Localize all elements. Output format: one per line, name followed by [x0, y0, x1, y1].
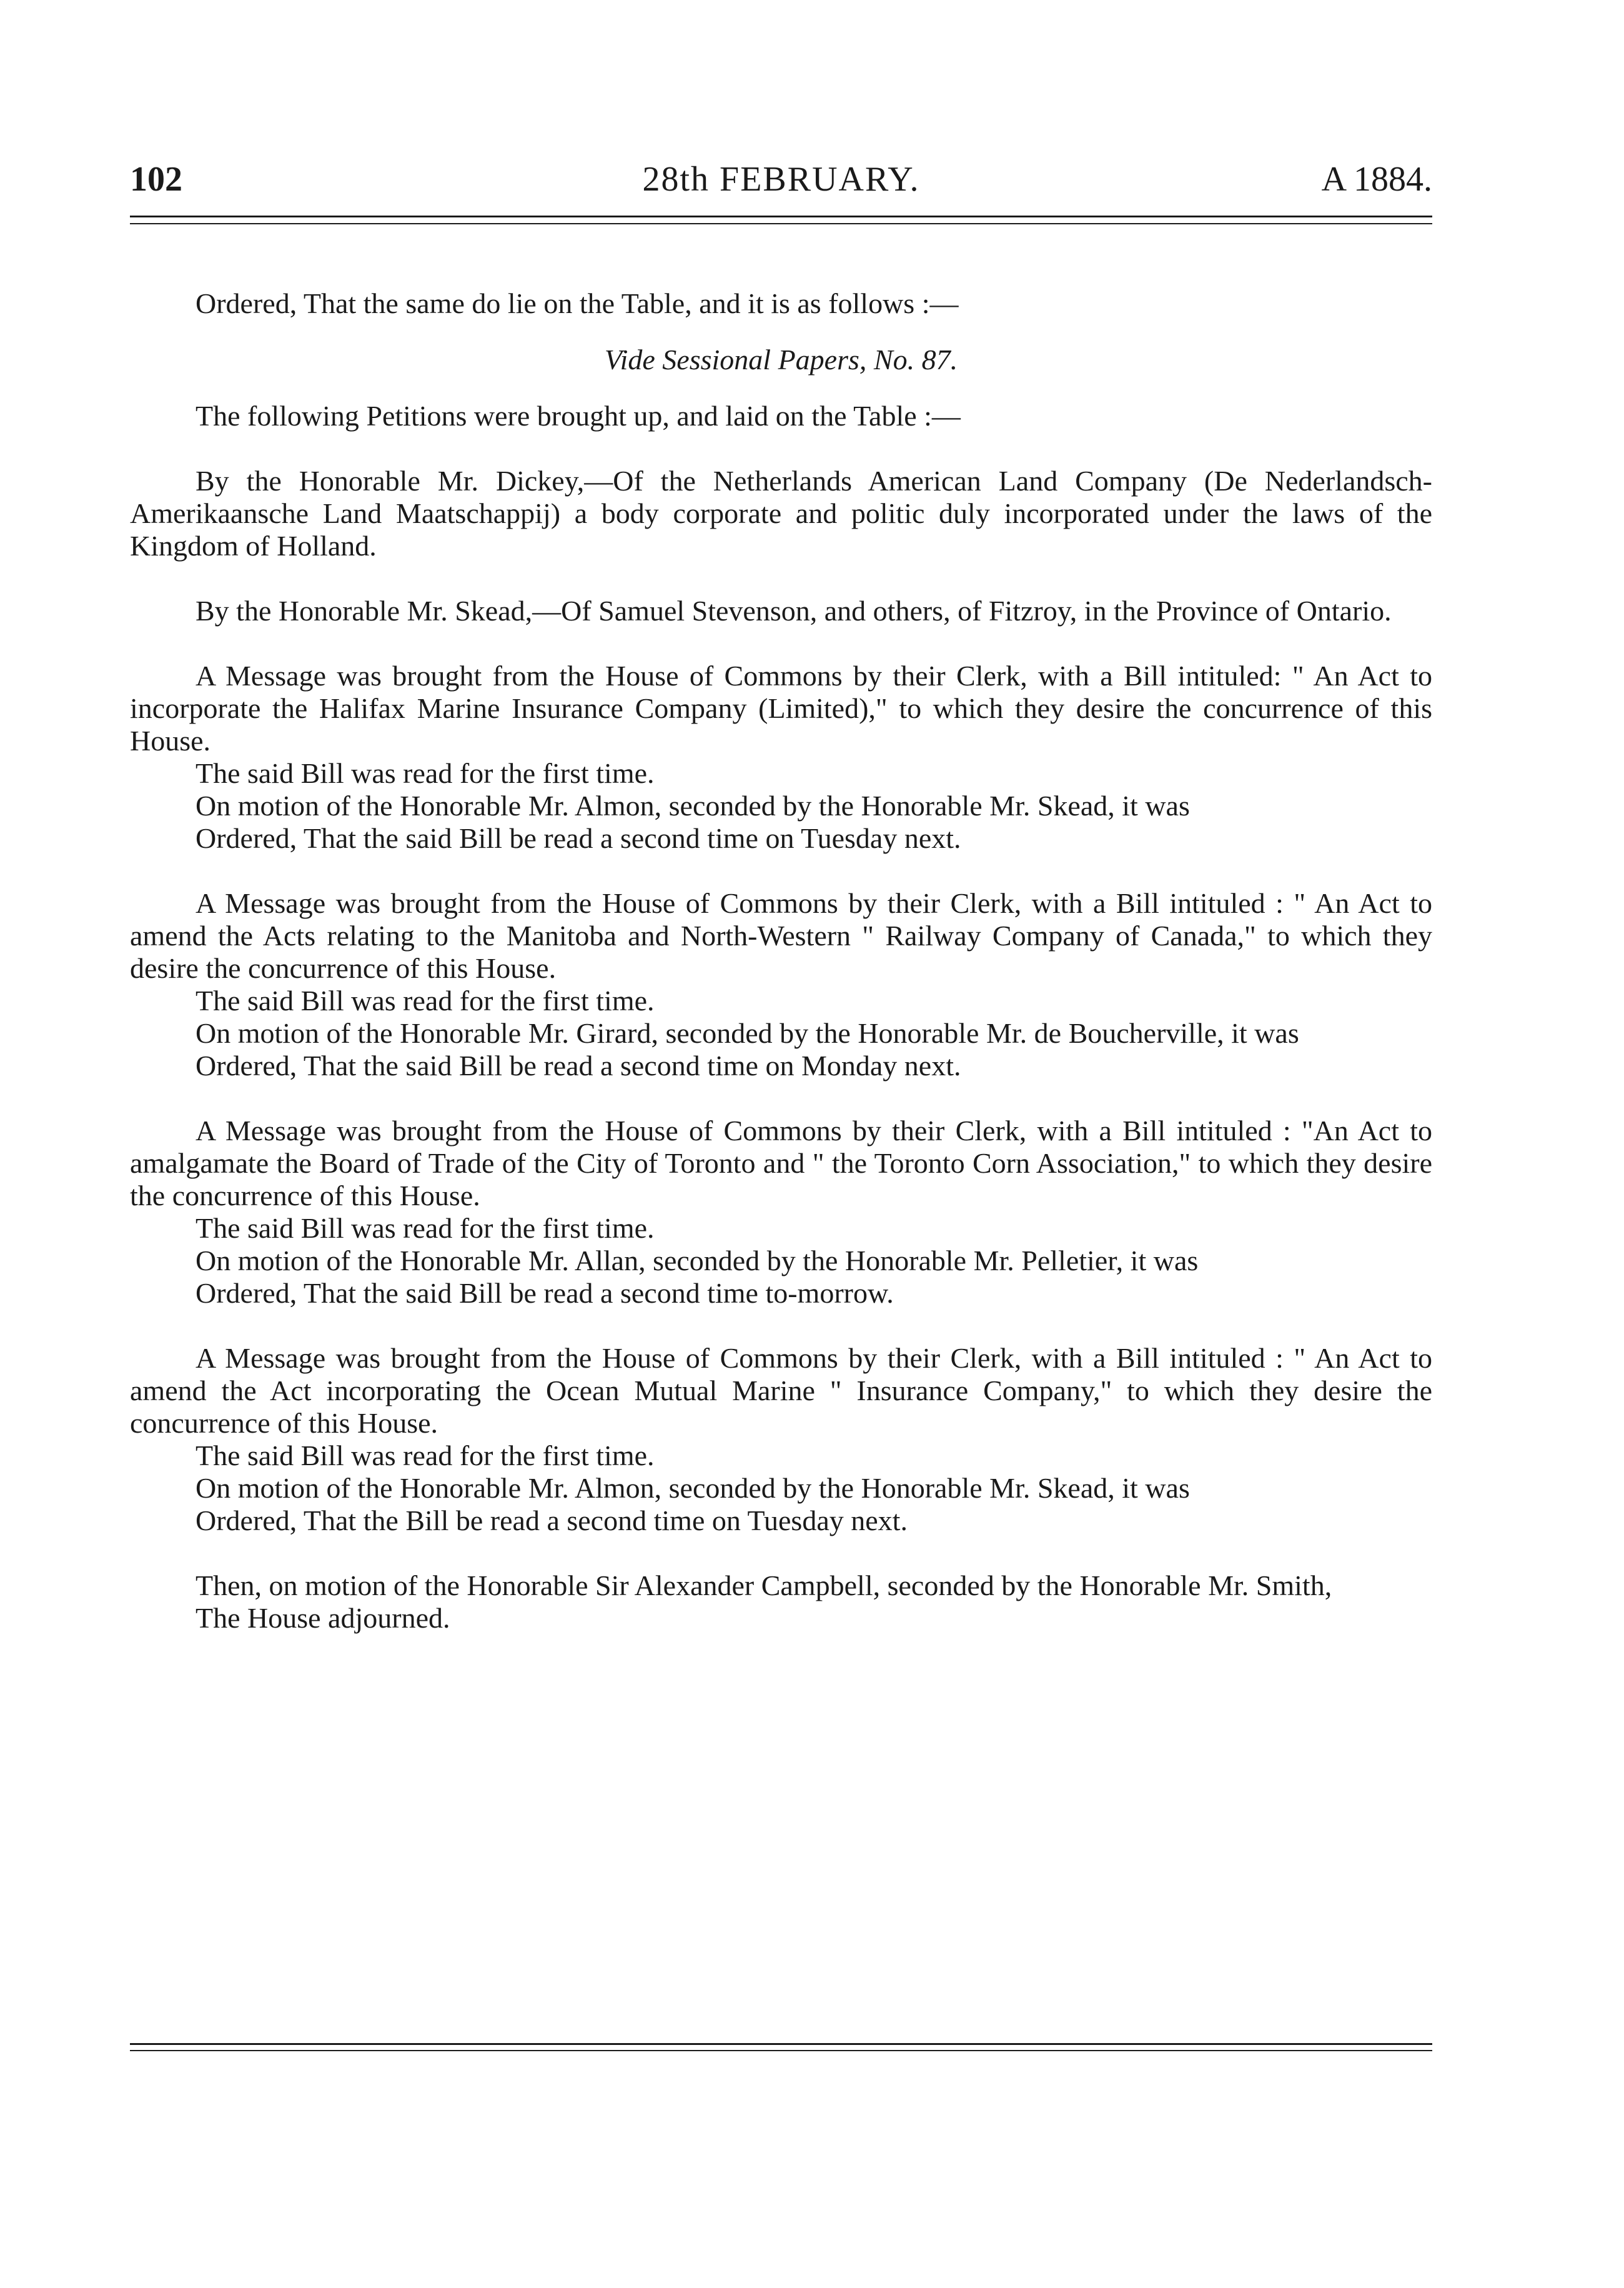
paragraph-first-reading: The said Bill was read for the first time.: [196, 985, 655, 1017]
paragraph-message-manitoba: A Message was brought from the House of Commons by their Clerk, with a Bill intituled : " An Act to amend the Acts relating to the Manitoba and North-Western " Railway Company of Canada," to which they desire the concurrence of this House.: [130, 887, 1432, 984]
paragraph-message-ocean-mutual: A Message was brought from the House of Commons by their Clerk, with a Bill intituled : " An Act to amend the Act incorporating the Ocean Mutual Marine " Insurance Company," to which they desire the concurrence of this House.: [130, 1342, 1432, 1439]
paragraph-vide-sessional-papers: Vide Sessional Papers, No. 87.: [604, 344, 958, 376]
paragraph-petition-dickey: By the Honorable Mr. Dickey,—Of the Netherlands American Land Company (De Nederlandsch-Amerikaansche Land Maatschappij) a body corporate and politic duly incorporated under the laws of the Kingdom of Holland.: [130, 465, 1432, 562]
paragraph-first-reading: The said Bill was read for the first time.: [196, 757, 655, 789]
volume-year: A 1884.: [1321, 160, 1432, 199]
paragraph-ordered: Ordered, That the said Bill be read a second time on Tuesday next.: [196, 822, 961, 854]
paragraph-ordered: Ordered, That the Bill be read a second time on Tuesday next.: [196, 1505, 908, 1536]
paragraph-motion: On motion of the Honorable Mr. Almon, seconded by the Honorable Mr. Skead, it was: [196, 1472, 1190, 1504]
paragraph-first-reading: The said Bill was read for the first time.: [196, 1440, 655, 1471]
paragraph-ordered: Ordered, That the said Bill be read a second time on Monday next.: [196, 1050, 961, 1082]
paragraph-house-adjourned: The House adjourned.: [196, 1602, 450, 1634]
header-rule-top: [130, 216, 1432, 217]
paragraph-ordered-lie-on-table: Ordered, That the same do lie on the Table, and it is as follows :—: [196, 287, 959, 319]
paragraph-ordered: Ordered, That the said Bill be read a second time to-morrow.: [196, 1277, 894, 1309]
footer-rule-bottom: [130, 2050, 1432, 2051]
paragraph-adjournment-motion: Then, on motion of the Honorable Sir Alexander Campbell, seconded by the Honorable Mr. Smith,: [196, 1569, 1332, 1601]
paragraph-motion: On motion of the Honorable Mr. Allan, seconded by the Honorable Mr. Pelletier, it was: [196, 1245, 1199, 1276]
header-rule-bottom: [130, 223, 1432, 224]
page-header: [130, 159, 1432, 216]
paragraph-message-toronto: A Message was brought from the House of Commons by their Clerk, with a Bill intituled : "An Act to amalgamate the Board of Trade of the City of Toronto and " the Toronto Corn Association," to which they desire the concurrence of this House.: [130, 1115, 1432, 1211]
proceedings-text: [130, 287, 1432, 1634]
paragraph-petition-skead: By the Honorable Mr. Skead,—Of Samuel Stevenson, and others, of Fitzroy, in the Province of Ontario.: [196, 595, 1392, 627]
paragraph-message-halifax: A Message was brought from the House of Commons by their Clerk, with a Bill intituled: " An Act to incorporate the Halifax Marine Insurance Company (Limited)," to which they desire the concurrence of this House.: [130, 660, 1432, 757]
page-number: 102: [130, 160, 182, 199]
paragraph-first-reading: The said Bill was read for the first time.: [196, 1212, 655, 1244]
page-title: 28th FEBRUARY.: [642, 160, 920, 199]
footer-rule-top: [130, 2043, 1432, 2045]
paragraph-motion: On motion of the Honorable Mr. Girard, seconded by the Honorable Mr. de Boucherville, it was: [196, 1017, 1299, 1049]
paragraph-motion: On motion of the Honorable Mr. Almon, seconded by the Honorable Mr. Skead, it was: [196, 790, 1190, 822]
paragraph-petitions-intro: The following Petitions were brought up, and laid on the Table :—: [196, 400, 961, 432]
